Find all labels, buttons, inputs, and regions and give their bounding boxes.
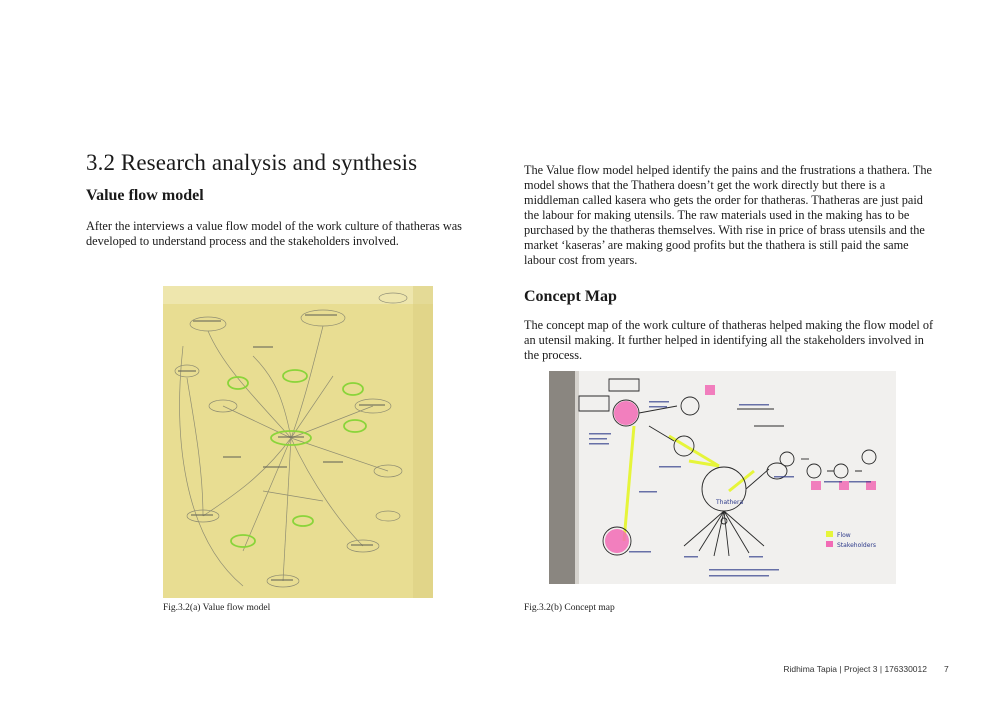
value-flow-paragraph: The Value flow model helped identify the pains and the frustrations a thathera. The model shows that the Thathera doesn’t get the work directly but there is a middleman called kasera who gets the order for thatheras. Thatheras are just paid the labour for making utensils. The raw materials used in the making has to be purchased by the thatheras themselves. With rise in price of brass utensils and the market ‘kaseras’ are making good profits but the thathera is still paid the same labour cost from years. <box>524 163 932 267</box>
page-number: 7 <box>944 664 949 674</box>
value-flow-figure-caption: Fig.3.2(a) Value flow model <box>163 603 271 613</box>
concept-map-paragraph: The concept map of the work culture of thatheras helped making the flow model of an utensil making. It further helped in identifying all the stakeholders involved in the process. <box>524 318 934 362</box>
value-flow-model-photo <box>163 286 433 598</box>
legend-flow-label: Flow <box>837 532 851 539</box>
footer-credit: Ridhima Tapia | Project 3 | 176330012 <box>783 664 927 674</box>
subheading-value-flow-model: Value flow model <box>86 187 204 204</box>
concept-map-figure-caption: Fig.3.2(b) Concept map <box>524 603 615 613</box>
section-title: 3.2 Research analysis and synthesis <box>86 150 418 175</box>
value-flow-sketch <box>163 286 433 598</box>
legend-stakeholders-swatch <box>826 541 833 547</box>
intro-paragraph: After the interviews a value flow model of the work culture of thatheras was developed to understand process and the stakeholders involved. <box>86 219 462 248</box>
legend-stakeholders-label: Stakeholders <box>837 542 877 549</box>
concept-map-heading: Concept Map <box>524 288 617 305</box>
concept-map-sketch <box>549 371 896 584</box>
thathera-node-label: Thathera <box>716 499 744 506</box>
legend-flow-swatch <box>826 531 833 537</box>
concept-map-photo <box>549 371 896 584</box>
